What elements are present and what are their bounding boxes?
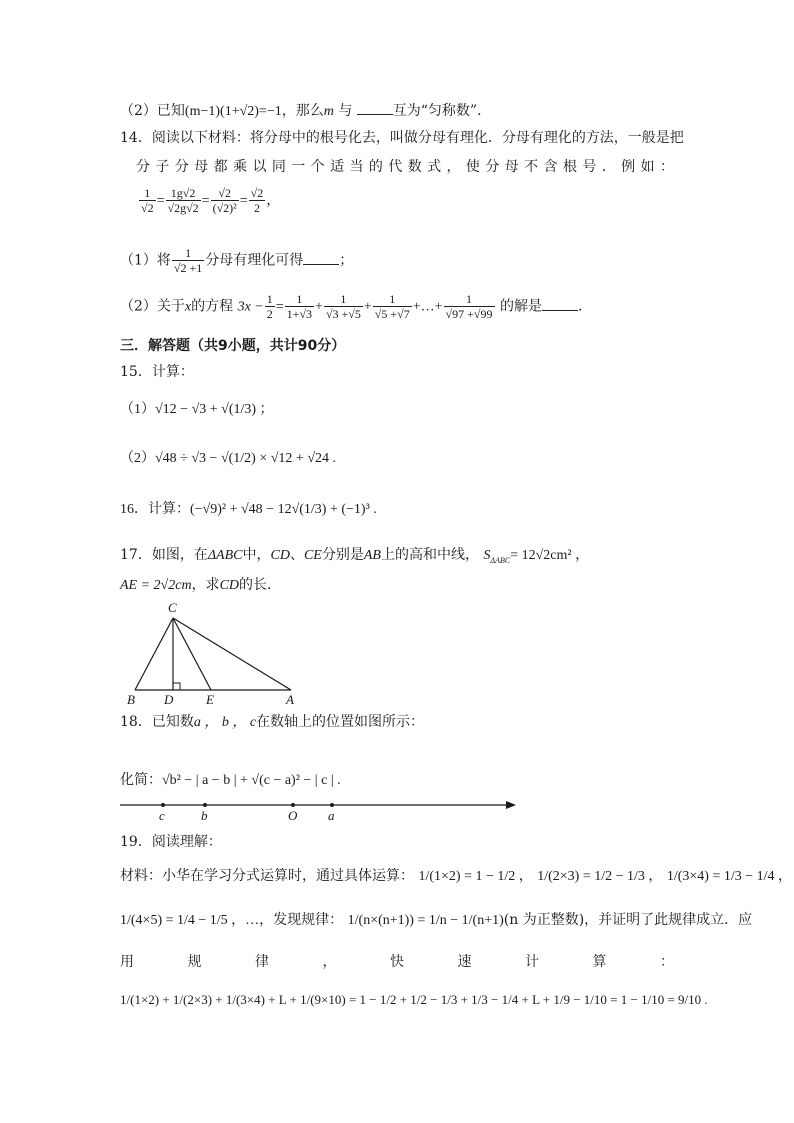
- justified-char: 同: [271, 159, 286, 175]
- q19-title: 19．阅读理解：: [120, 834, 222, 850]
- justified-char: 乘: [233, 159, 248, 175]
- fraction: $\frac{√2}{\text{(√2)²}}$: [212, 186, 237, 215]
- q14-line1: 14．阅读以下材料：将分母中的根号化去，叫做分母有理化．分母有理化的方法，一般是把: [120, 130, 684, 146]
- justified-char: 个: [310, 159, 325, 175]
- justified-char: 分: [136, 159, 150, 175]
- q14-part2: （2）关于x的方程 3x − $\frac{1}{2}$ = $\frac{1}{1+√3}$ + $\frac{1}{√3 +√5}$ + $\frac{1}{√5 +√7}$ +…+ $\frac{1}{√97 +√99}$ 的解是 .: [120, 292, 583, 321]
- justified-char: 的: [368, 159, 383, 175]
- point-a: [330, 803, 334, 807]
- q19-material: 材料：小华在学习分式运算时，通过具体运算： 1/(1×2) = 1 − 1/2 ， 1/(2×3) = 1/2 − 1/3 ， 1/(3×4) = 1/3 − 1/4 ，: [120, 868, 793, 884]
- justified-char: 律: [255, 954, 269, 970]
- justified-char: 例: [621, 159, 636, 175]
- q18-line1: 18．已知数a ， b ， c在数轴上的位置如图所示：: [120, 714, 425, 730]
- justified-char: 算: [592, 954, 607, 970]
- justified-char: 用: [120, 954, 134, 970]
- median-ce: [173, 618, 211, 690]
- justified-char: 代: [388, 159, 403, 175]
- justified-char: 数: [407, 159, 422, 175]
- justified-char: 分: [485, 159, 500, 175]
- justified-char: 根: [562, 159, 577, 175]
- justified-char: 以: [252, 159, 267, 175]
- triangle-figure: [120, 596, 310, 706]
- answer-blank[interactable]: [303, 250, 339, 265]
- justified-char: 快: [390, 954, 404, 970]
- label-b: B: [127, 692, 135, 706]
- justified-char: 一: [291, 159, 306, 175]
- justified-char: 都: [213, 159, 228, 175]
- answer-blank[interactable]: [542, 296, 578, 311]
- justified-char: ，: [446, 159, 461, 175]
- justified-char: 规: [187, 954, 202, 970]
- fraction: $\frac{1}{2}$: [266, 292, 273, 321]
- q19-final: 1/(1×2) + 1/(2×3) + 1/(3×4) + L + 1/(9×10) = 1 − 1/2 + 1/2 − 1/3 + 1/3 − 1/4 + L + 1/9 − 1/10 = 1 − 1/10 = 9/10 .: [120, 992, 708, 1007]
- fraction: $\frac{1}{1+√3}$: [286, 292, 313, 321]
- q17-line1: 17．如图，在ΔABC中，CD、CE分别是AB上的高和中线， $S_{\Delta ABC}= 12√2cm^2$ ，: [120, 547, 590, 565]
- q19-apply: [120, 952, 674, 972]
- side-cb: [135, 618, 173, 690]
- q14-example: $\frac{1}{√2}$ = $\frac{1g√2}{√2g√2}$ = $\frac{√2}{\text{(√2)²}}$ = $\frac{√2}{2}$ ，: [141, 186, 281, 215]
- fraction: $\frac{1}{√3 +√5}$: [325, 292, 361, 321]
- q18-simplify: 化简：√b² − | a − b | + √(c − a)² − | c | .: [120, 772, 341, 788]
- q14-line2: [136, 157, 674, 177]
- justified-char: 当: [349, 159, 364, 175]
- axis-arrow: [506, 801, 516, 809]
- side-ca: [173, 618, 291, 690]
- point-b: [203, 803, 207, 807]
- justified-char: 子: [155, 159, 170, 175]
- justified-char: 计: [525, 954, 539, 970]
- q15-title: 15．计算：: [120, 364, 194, 380]
- point-c: [161, 803, 165, 807]
- label-d: D: [164, 692, 174, 706]
- q15-part1: （1）√12 − √3 + √(1/3) ；: [120, 402, 274, 417]
- label-c: C: [168, 600, 177, 615]
- justified-char: 分: [174, 159, 189, 175]
- fraction: $\frac{√2}{2}$: [250, 186, 264, 215]
- justified-char: ：: [660, 954, 674, 970]
- justified-char: 含: [543, 159, 558, 175]
- justified-char: 不: [524, 159, 539, 175]
- justified-char: 式: [427, 159, 442, 175]
- justified-char: 适: [330, 159, 345, 175]
- number-line: [118, 796, 520, 824]
- section-heading: 三．解答题（共9小题，共计90分）: [120, 338, 346, 354]
- fraction: $\frac{1}{√5 +√7}$: [374, 292, 410, 321]
- q13-expr: (m−1)(1+√2)=−1: [184, 104, 282, 119]
- axis-label-c: c: [159, 808, 165, 823]
- q13-part2: （2）已知(m−1)(1+√2)=−1，那么m 与 互为“匀称数”.: [120, 100, 482, 122]
- justified-char: 号: [582, 159, 597, 175]
- q15-part2: （2）√48 ÷ √3 − √(1/2) × √12 + √24 .: [120, 451, 337, 466]
- justified-char: 速: [457, 954, 472, 970]
- justified-char: 使: [465, 159, 480, 175]
- justified-char: ，: [322, 954, 337, 970]
- axis-label-a: a: [328, 808, 335, 823]
- label-a: A: [286, 692, 294, 706]
- justified-char: 母: [194, 159, 209, 175]
- answer-blank[interactable]: [357, 100, 393, 115]
- label-e: E: [206, 692, 214, 706]
- fraction: $\frac{1}{√2}$: [141, 186, 154, 215]
- right-angle-mark: [173, 683, 180, 690]
- fraction: $\frac{1g√2}{√2g√2}$: [167, 186, 199, 215]
- q16: 16．计算：(−√9)² + √48 − 12√(1/3) + (−1)³ .: [120, 502, 377, 517]
- q17-line2: AE = 2√2cm，求CD的长.: [120, 577, 272, 593]
- fraction: $\frac{1}{√97 +√99}$: [445, 292, 493, 321]
- point-o: [291, 803, 295, 807]
- q19-rule: 1/(4×5) = 1/4 − 1/5 ，…，发现规律： 1/(n×(n+1)) = 1/n − 1/(n+1)(n 为正整数)，并证明了此规律成立．应: [120, 912, 753, 928]
- axis-label-o: O: [288, 808, 298, 823]
- justified-char: 如: [640, 159, 655, 175]
- justified-char: 母: [504, 159, 519, 175]
- axis-label-b: b: [201, 808, 208, 823]
- justified-char: ：: [659, 159, 674, 175]
- q14-part1: （1）将 $\frac{1}{√2 +1}$ 分母有理化可得 ；: [120, 246, 354, 275]
- fraction: $\frac{1}{√2 +1}$: [173, 246, 203, 275]
- justified-char: ．: [601, 159, 616, 175]
